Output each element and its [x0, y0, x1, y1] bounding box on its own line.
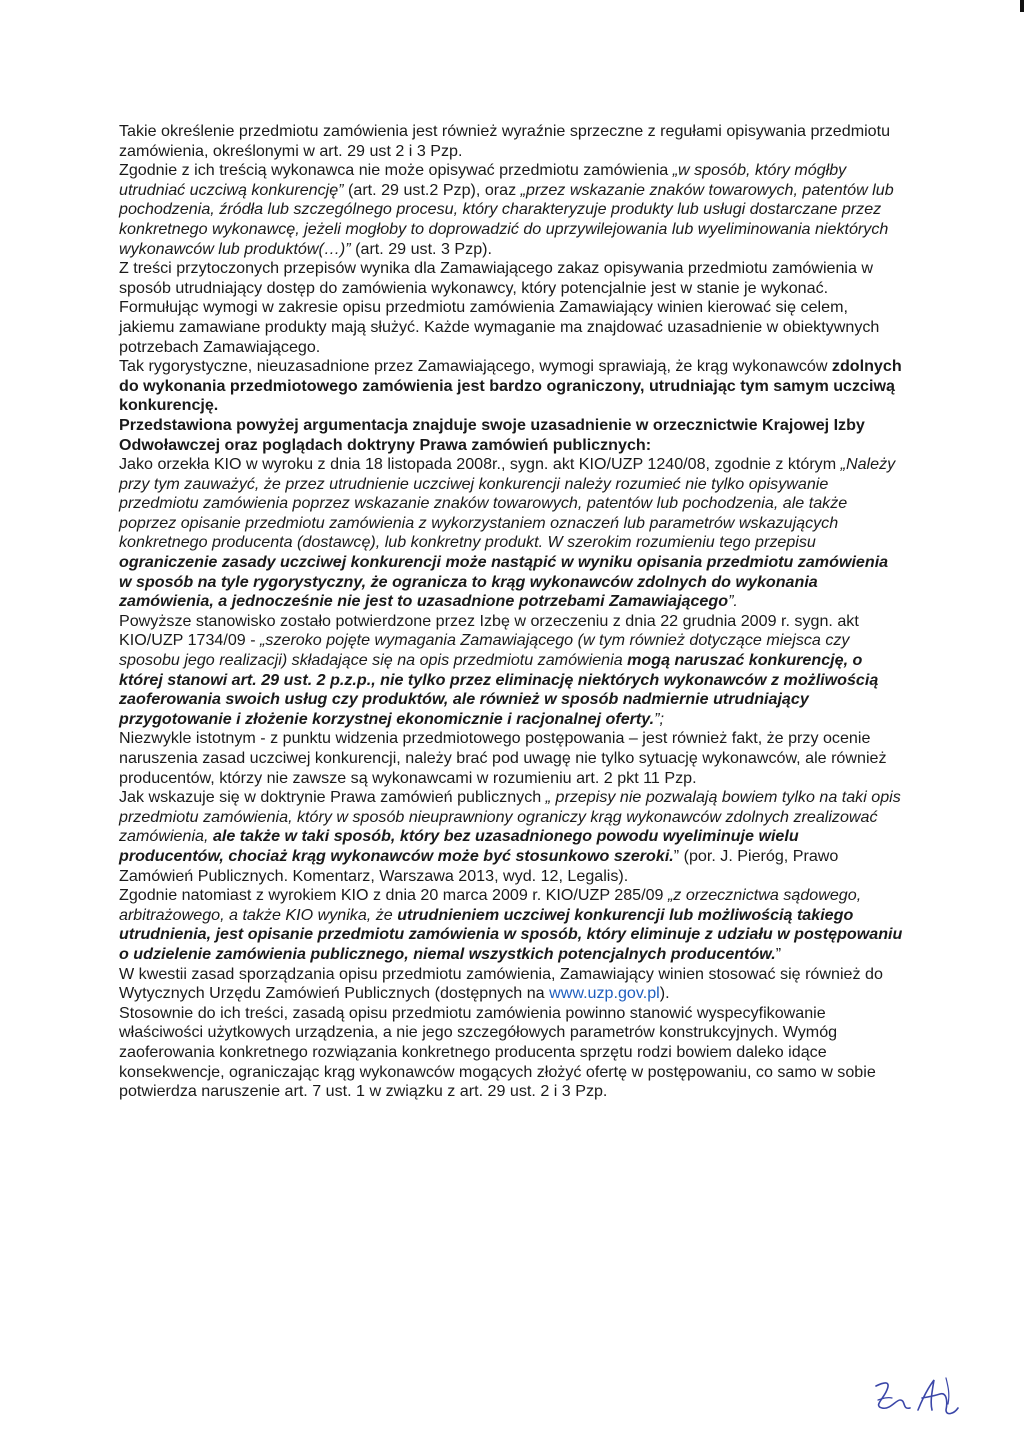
paragraph-3: [119, 259, 903, 357]
paragraph-text-run: ograniczenie zasady uczciwej konkurencji może nastąpić w wyniku opisania przedmiotu zamówienia w sposób na tyle rygorystyczny, że ogranicza to krąg wykonawców zdolnych do wykonania zamówienia, a jednocześnie nie jest to uzasadnione potrzebami Zamawiającego: [119, 553, 889, 611]
handwritten-signature-icon: [862, 1370, 972, 1420]
paragraph-text-run: zdolnych do wykonania przedmiotowego zamówienia jest bardzo ograniczony, utrudniając tym samym uczciwą konkurencję.: [119, 357, 902, 415]
paragraph-text-run: Jak wskazuje się w doktrynie Prawa zamówień publicznych: [119, 788, 546, 807]
paragraph-text-run: ).: [659, 984, 670, 1003]
paragraph-text-run: Tak rygorystyczne, nieuzasadnione przez Zamawiającego, wymogi sprawiają, że krąg wykonawców: [119, 357, 832, 376]
paragraph-8: [119, 729, 903, 788]
paragraph-12: [119, 1004, 903, 1102]
paragraph-text-run: „szeroko pojęte wymagania Zamawiającego (w tym również dotyczące miejsca czy sposobu jego realizacji) składające się na opis przedmiotu zamówienia: [119, 631, 850, 670]
paragraph-text-run: mogą naruszać konkurencję, o której stanowi art. 29 ust. 2 p.z.p., nie tylko przez eliminację niektórych wykonawców z możliwością zaoferowania swoich usług czy produktów, ale również w sposób nadmiernie utrudniający przygotowanie i złożenie korzystnej ekonomicznie i racjonalnej oferty.: [119, 651, 879, 728]
paragraph-text-run: Takie określenie przedmiotu zamówienia jest również wyraźnie sprzeczne z regułami opisywania przedmiotu zamówienia, określonymi w art. 29 ust 2 i 3 Pzp.: [119, 122, 891, 160]
paragraph-11: [119, 965, 903, 1004]
page-edge-mark: [1020, 0, 1024, 12]
paragraph-text-run: ”.: [728, 592, 738, 611]
paragraph-text-run: Niezwykle istotnym - z punktu widzenia przedmiotowego postępowania – jest również fakt, że przy ocenie naruszenia zasad uczciwej konkurencji, należy brać pod uwagę nie tylko sytuację wykonawców, ale również producentów, którzy nie zawsze są wykonawcami w rozumieniu art. 2 pkt 11 Pzp.: [119, 729, 887, 787]
paragraph-text-run: Jako orzekła KIO w wyroku z dnia 18 listopada 2008r., sygn. akt KIO/UZP 1240/08, zgodnie z którym: [119, 455, 841, 474]
paragraph-4: [119, 357, 903, 416]
paragraph-text-run: „Należy przy tym zauważyć, że przez utrudnienie uczciwej konkurencji należy rozumieć nie tylko opisywanie przedmiotu zamówienia poprzez wskazanie znaków towarowych, patentów lub pochodzenia, ale także poprzez opisanie przedmiotu zamówienia z wykorzystaniem oznaczeń lub parametrów wskazujących konkretnego producenta (dostawcę), lub konkretny produkt. W szerokim rozumieniu tego przepisu: [119, 455, 896, 552]
paragraph-text-run: Przedstawiona powyżej argumentacja znajduje swoje uzasadnienie w orzecznictwie Krajowej Izby Odwoławczej oraz poglądach doktryny Prawa zamówień publicznych:: [119, 415, 865, 454]
paragraph-text-run: „przez wskazanie znaków towarowych, patentów lub pochodzenia, źródła lub szczególnego procesu, który charakteryzuje produkty lub usługi dostarczane przez konkretnego wykonawcę, jeżeli mogłoby to doprowadzić do uprzywilejowania lub wyeliminowania niektórych wykonawców lub produktów(…)”: [119, 180, 894, 258]
paragraph-10: [119, 886, 903, 964]
paragraph-text-run: (art. 29 ust. 3 Pzp).: [350, 239, 492, 258]
paragraph-text-run: W kwestii zasad sporządzania opisu przedmiotu zamówienia, Zamawiający winien stosować się również do Wytycznych Urzędu Zamówień Publicznych (dostępnych na: [119, 964, 883, 1003]
paragraph-text-run: (art. 29 ust.2 Pzp), oraz: [343, 180, 521, 199]
paragraph-2: [119, 161, 903, 259]
paragraph-text-run: „ przepisy nie pozwalają bowiem tylko na taki opis przedmiotu zamówienia, który w sposób nieuprawniony ograniczy krąg wykonawców zdolnych zrealizować zamówienia,: [119, 788, 901, 846]
document-body: [119, 122, 903, 1102]
paragraph-text-run: Zgodnie natomiast z wyrokiem KIO z dnia 20 marca 2009 r. KIO/UZP 285/09: [119, 886, 668, 905]
paragraph-1: [119, 122, 903, 161]
paragraph-text-run: Z treści przytoczonych przepisów wynika dla Zamawiającego zakaz opisywania przedmiotu zamówienia w sposób utrudniający dostęp do zamówienia wykonawcy, który potencjalnie jest w stanie je wykonać. Formułując wymogi w zakresie opisu przedmiotu zamówienia Zamawiający winien kierować się celem, jakiemu zamawiane produkty mają służyć. Każde wymaganie ma znajdować uzasadnienie w obiektywnych potrzebach Zamawiającego.: [119, 259, 880, 356]
paragraph-text-run: Stosownie do ich treści, zasadą opisu przedmiotu zamówienia powinno stanowić wyspecyfikowanie właściwości użytkowych urządzenia, a nie jego szczegółowych parametrów konstrukcyjnych. Wymóg zaoferowania konkretnego rozwiązania konkretnego producenta sprzętu rodzi bowiem daleko idące konsekwencje, ograniczając krąg wykonawców mogących złożyć ofertę w postępowaniu, co samo w sobie potwierdza naruszenie art. 7 ust. 1 w związku z art. 29 ust. 2 i 3 Pzp.: [119, 1003, 876, 1101]
uzp-website-link[interactable]: www.uzp.gov.pl: [549, 984, 660, 1003]
paragraph-text-run: „w sposób, który mógłby utrudniać uczciwą konkurencję”: [119, 161, 847, 199]
paragraph-text-run: „z orzecznictwa sądowego, arbitrażowego, a także KIO wynika, że: [119, 886, 862, 924]
paragraph-5: [119, 416, 903, 455]
paragraph-text-run: utrudnieniem uczciwej konkurencji lub możliwością takiego utrudnienia, jest opisanie przedmiotu zamówienia w sposób, który eliminuje z udziału w postępowaniu o udzielenie zamówienia publicznego, niemal wszystkich potencjalnych producentów.: [119, 905, 903, 963]
paragraph-9: [119, 788, 903, 886]
paragraph-text-run: Powyższe stanowisko zostało potwierdzone przez Izbę w orzeczeniu z dnia 22 grudnia 2009 r. sygn. akt KIO/UZP 1734/09 -: [119, 611, 859, 650]
paragraph-text-run: ”: [775, 944, 782, 963]
paragraph-7: [119, 612, 903, 730]
paragraph-text-run: Zgodnie z ich treścią wykonawca nie może opisywać przedmiotu zamówienia: [119, 161, 673, 180]
paragraph-text-run: ” (por. J. Pieróg, Prawo Zamówień Publicznych. Komentarz, Warszawa 2013, wyd. 12, Legalis).: [119, 846, 839, 885]
paragraph-text-run: ale także w taki sposób, który bez uzasadnionego powodu wyeliminuje wielu producentów, chociaż krąg wykonawców może być stosunkowo szeroki.: [119, 827, 799, 865]
paragraph-text-run: ”;: [654, 709, 664, 728]
paragraph-6: [119, 455, 903, 612]
